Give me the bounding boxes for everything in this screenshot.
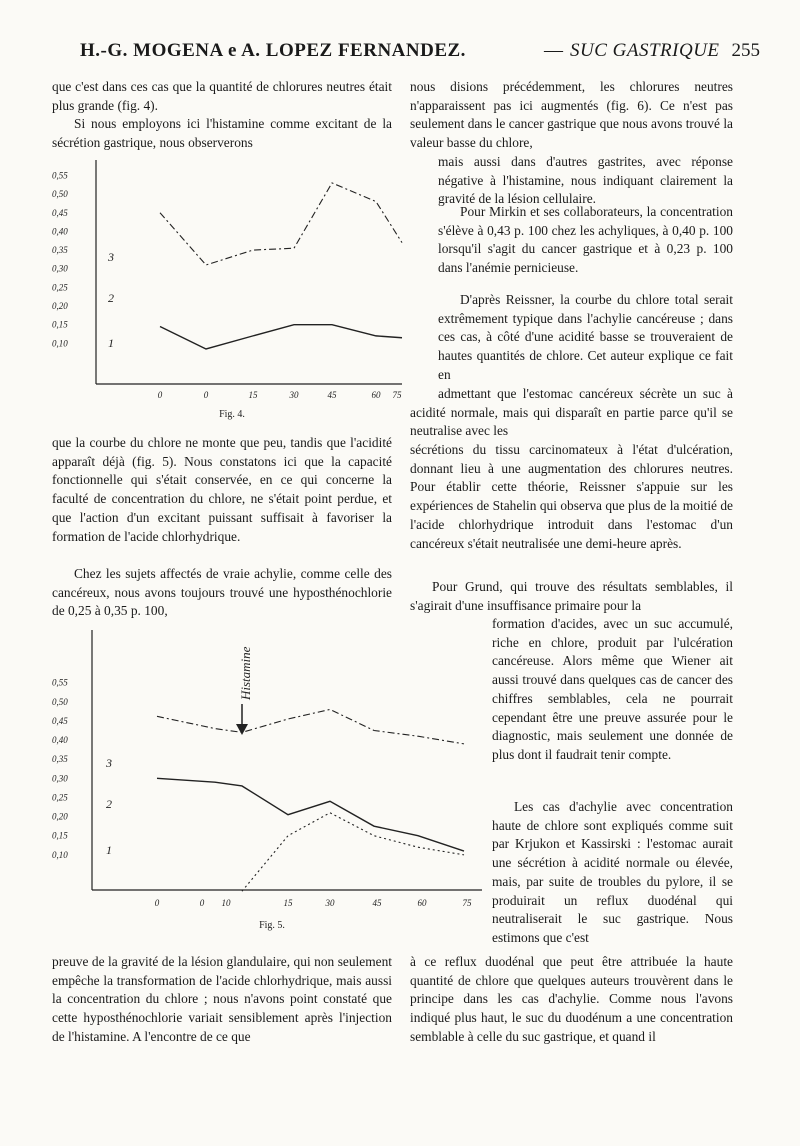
figure-caption: Fig. 4.	[219, 409, 245, 420]
x-tick-label: 0	[199, 898, 205, 908]
right-paragraph-3: D'après Reissner, la courbe du chlore total serait extrêmement typique dans l'achylie cancéreuse ; dans ces cas, à côté d'une acidité basse se trouveraient de hautes quantités de chlore. Cet auteur explique ce fait en	[438, 292, 733, 382]
y-tick-label: 0,50	[52, 189, 68, 200]
series-line-1	[242, 813, 464, 891]
right-paragraph-5b: à ce reflux duodénal que peut être attribuée la haute quantité de chlore que quelques auteurs trouvèrent dans le principe dans les cas d'achylie. Comme nous l'avons indiqué plus haut, le suc du duodénum a une concentration semblable à celle du suc gastrique, et quand il	[410, 954, 733, 1044]
header-running-title: SUC GASTRIQUE	[570, 40, 720, 61]
curve-label-2: 2	[108, 291, 114, 305]
y-tick-label: 0,30	[52, 773, 68, 784]
right-paragraph-4b: formation d'acides, avec un suc accumulé, riche en chlore, produit par l'ulcération cancéreuse. Alors même que Wiener ait aussi trouvé dans quelques cas de cancer des chiffres semblables, cela ne pourrait cependant être une preuve assurée pour le diagnostic, mais seulement une donnée de plus dont il faudrait tenir compte.	[492, 616, 733, 762]
x-tick-label: 60	[371, 390, 381, 400]
y-tick-label: 0,15	[52, 319, 68, 330]
figure-4	[52, 158, 402, 423]
y-tick-label: 0,40	[52, 226, 68, 237]
x-tick-label: 0	[203, 390, 209, 400]
figure-caption: Fig. 5.	[259, 920, 285, 931]
series-line-3	[157, 709, 464, 743]
y-tick-label: 0,25	[52, 792, 68, 803]
running-header	[52, 40, 760, 70]
series-line-1	[160, 325, 402, 349]
histamine-annotation: Histamine	[238, 646, 253, 700]
y-tick-label: 0,55	[52, 677, 68, 688]
curve-label-1: 1	[106, 843, 112, 857]
x-tick-label: 30	[289, 390, 299, 400]
y-tick-label: 0,20	[52, 301, 68, 312]
y-tick-label: 0,30	[52, 263, 68, 274]
y-tick-label: 0,15	[52, 830, 68, 841]
y-tick-label: 0,35	[52, 245, 68, 256]
y-tick-label: 0,55	[52, 170, 68, 181]
x-tick-label: 0	[157, 390, 163, 400]
figure-5	[52, 628, 482, 938]
curve-label-3: 3	[108, 250, 114, 264]
x-tick-label: 60	[417, 898, 427, 908]
left-paragraph-3: que la courbe du chlore ne monte que peu, tandis que l'acidité apparaît déjà (fig. 5). Nous constatons ici que la capacité fonctionnelle qui s'était conservée, en ce qui concerne la faculté de concentration du chlore, ne s'était point perdue, et que l'action d'un excitant puissant suffisait à favoriser la formation de l'acide chlorhydrique.	[52, 435, 392, 544]
y-tick-label: 0,10	[52, 338, 68, 349]
right-paragraph-1: nous disions précédemment, les chlorures neutres n'apparaissent pas ici augmentés (fig. 6). Ce n'est pas seulement dans le cancer gastrique que nous avons trouvé la valeur basse du chlore,	[410, 79, 733, 151]
y-tick-label: 0,10	[52, 849, 68, 860]
series-line-3	[160, 183, 402, 265]
right-paragraph-3c: sécrétions du tissu carcinomateux à l'état d'ulcération, donnant lieu à une augmentation des chlorures neutres. Pour établir cette théorie, Reissner s'appuie sur les expériences de Stahelin qui observa que plus de la moitié de l'acide chlorhydrique introduit dans l'estomac d'un cancéreux s'était neutralisée une demi-heure après.	[410, 442, 733, 551]
curve-label-2: 2	[106, 797, 112, 811]
curve-label-1: 1	[108, 336, 114, 350]
right-paragraph-5: Les cas d'achylie avec concentration haute de chlore sont expliqués comme suit par Krjukon et Kassirski : l'estomac aurait une sécrétion à acidité normale ou élevée, mais, par suite de troubles du pylore, il se produirait un reflux duodénal qui neutraliserait le suc gastrique. Nous estimons que c'est	[492, 799, 733, 945]
x-tick-label: 75	[392, 390, 402, 400]
y-tick-label: 0,20	[52, 811, 68, 822]
x-tick-label: 75	[462, 898, 472, 908]
y-tick-label: 0,35	[52, 754, 68, 765]
series-line-2	[157, 778, 464, 851]
left-paragraph-4: Chez les sujets affectés de vraie achylie, comme celle des cancéreux, nous avons toujours trouvé une hyposthénochlorie de 0,25 à 0,35 p. 100,	[52, 566, 392, 619]
right-paragraph-2: Pour Mirkin et ses collaborateurs, la concentration s'élève à 0,43 p. 100 chez les achyliques, à 0,40 p. 100 lorsqu'il s'agit du cancer gastrique et à 0,23 p. 100 dans l'anémie pernicieuse.	[438, 204, 733, 276]
histamine-arrow-head	[236, 724, 248, 735]
y-tick-label: 0,40	[52, 735, 68, 746]
right-paragraph-1b: mais aussi dans d'autres gastrites, avec réponse négative à l'histamine, nous indiquant clairement la gravité de la lésion cellulaire.	[438, 154, 733, 207]
left-paragraph-1: que c'est dans ces cas que la quantité de chlorures neutres était plus grande (fig. 4).	[52, 79, 392, 113]
y-tick-label: 0,45	[52, 715, 68, 726]
right-paragraph-4: Pour Grund, qui trouve des résultats semblables, il s'agirait d'une insuffisance primaire pour la	[410, 579, 733, 613]
x-tick-label: 45	[372, 898, 382, 908]
header-authors: H.-G. MOGENA e A. LOPEZ FERNANDEZ.	[80, 40, 466, 61]
y-tick-label: 0,25	[52, 282, 68, 293]
x-tick-label: 0	[154, 898, 160, 908]
left-paragraph-2: Si nous employons ici l'histamine comme excitant de la sécrétion gastrique, nous observerons	[52, 116, 392, 150]
left-paragraph-5: preuve de la gravité de la lésion glandulaire, qui non seulement empêche la transformation de l'acide chlorhydrique, mais aussi la concentration du chlore ; nous n'avons point constaté que cette hyposthénochlorie variait sensiblement après l'injection de l'histamine. A l'encontre de ce que	[52, 954, 392, 1044]
x-tick-label: 10	[221, 898, 231, 908]
curve-label-3: 3	[106, 756, 112, 770]
y-tick-label: 0,45	[52, 207, 68, 218]
page-number: 255	[731, 40, 760, 61]
x-tick-label: 45	[327, 390, 337, 400]
x-tick-label: 15	[248, 390, 258, 400]
y-tick-label: 0,50	[52, 696, 68, 707]
x-tick-label: 15	[283, 898, 293, 908]
x-tick-label: 30	[325, 898, 335, 908]
right-paragraph-3b: admettant que l'estomac cancéreux sécrète un suc à acidité normale, mais qui disparaît en partie parce qu'il se neutralise avec les	[410, 386, 733, 439]
figure-4-chart	[52, 158, 402, 423]
header-dash: —	[544, 40, 563, 61]
figure-5-chart	[52, 628, 482, 938]
